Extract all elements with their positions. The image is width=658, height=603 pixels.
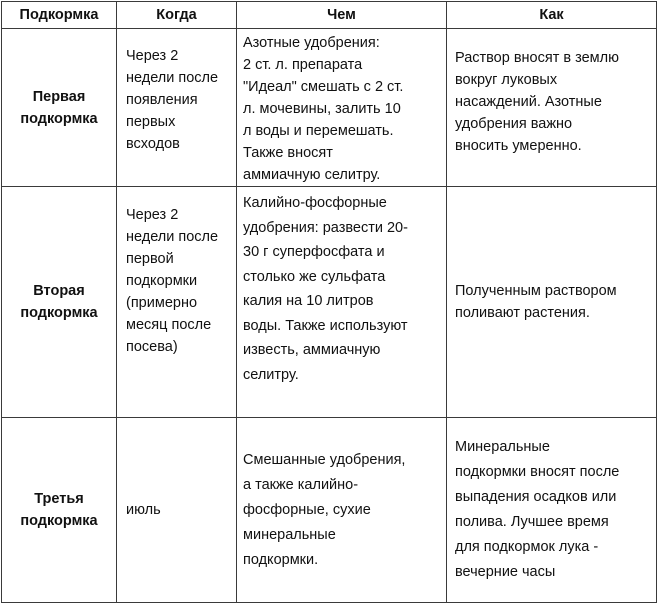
when-cell bbox=[117, 187, 237, 418]
table-row bbox=[2, 187, 657, 418]
header-when: Когда bbox=[117, 2, 237, 29]
how-text: Раствор вносят в землю вокруг луковых насаждений. Азотные удобрения важно вносить умеренно. bbox=[455, 50, 619, 154]
feeding-name-cell bbox=[2, 187, 117, 418]
what-cell bbox=[237, 418, 447, 603]
feeding-name: Первая подкормка bbox=[20, 88, 98, 127]
table-header-row bbox=[2, 2, 657, 29]
what-text: Азотные удобрения: 2 ст. л. препарата "Идеал" смешать с 2 ст. л. мочевины, залить 10 л воды и перемешать. Также вносят аммиачную селитру. bbox=[243, 35, 404, 183]
when-cell bbox=[117, 29, 237, 187]
header-what: Чем bbox=[237, 2, 447, 29]
how-cell bbox=[447, 418, 657, 603]
table-row bbox=[2, 29, 657, 187]
how-text: Минеральные подкормки вносят после выпадения осадков или полива. Лучшее время для подкормок лука - вечерние часы bbox=[455, 439, 620, 580]
header-how: Как bbox=[447, 2, 657, 29]
when-text: Через 2 недели после первой подкормки (примерно месяц после посева) bbox=[126, 207, 219, 355]
feeding-name: Третья подкормка bbox=[20, 491, 98, 529]
feeding-name: Вторая подкормка bbox=[20, 283, 98, 321]
when-text: Через 2 недели после появления первых всходов bbox=[126, 48, 219, 152]
what-cell bbox=[237, 187, 447, 418]
how-cell bbox=[447, 29, 657, 187]
how-cell bbox=[447, 187, 657, 418]
feeding-table bbox=[1, 1, 657, 603]
what-text: Смешанные удобрения, а также калийно- фосфорные, сухие минеральные подкормки. bbox=[243, 451, 406, 568]
header-feeding: Подкормка bbox=[2, 2, 117, 29]
what-text: Калийно-фосфорные удобрения: развести 20- 30 г суперфосфата и столько же сульфата калия на 10 литров воды. Также используют известь, аммиачную селитру. bbox=[243, 195, 408, 383]
feeding-name-cell bbox=[2, 29, 117, 187]
when-cell bbox=[117, 418, 237, 603]
what-cell bbox=[237, 29, 447, 187]
when-text: июль bbox=[126, 502, 161, 518]
how-text: Полученным раствором поливают растения. bbox=[455, 283, 617, 321]
table-row bbox=[2, 418, 657, 603]
feeding-name-cell bbox=[2, 418, 117, 603]
